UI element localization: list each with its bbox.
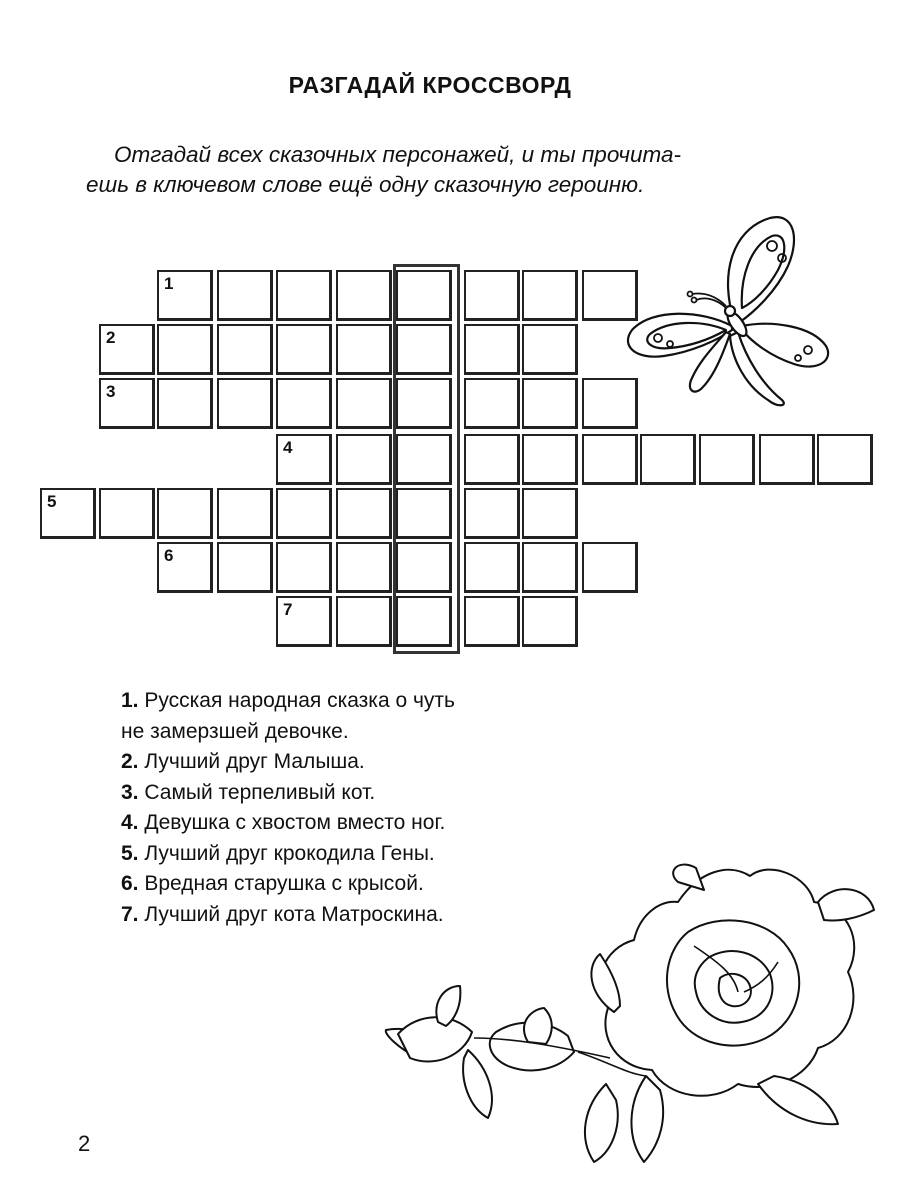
page-number: 2: [78, 1131, 91, 1156]
crossword-cell[interactable]: [276, 324, 332, 375]
intro-line-2: ешь в ключевом слове ещё одну сказочную героиню.: [86, 172, 645, 197]
crossword-cell[interactable]: [157, 324, 213, 375]
clue-number: 1: [164, 274, 174, 293]
crossword-cell[interactable]: [336, 378, 392, 429]
crossword-cell[interactable]: [336, 270, 392, 321]
crossword-cell[interactable]: [464, 434, 520, 485]
crossword-cell[interactable]: [336, 434, 392, 485]
crossword-cell[interactable]: [396, 270, 452, 321]
crossword-cell[interactable]: [464, 378, 520, 429]
crossword-cell[interactable]: [157, 270, 213, 321]
crossword-cell[interactable]: [336, 488, 392, 539]
crossword-cell[interactable]: [157, 378, 213, 429]
crossword-cell[interactable]: [276, 596, 332, 647]
crossword-cell[interactable]: [276, 434, 332, 485]
crossword-cell[interactable]: [336, 542, 392, 593]
clue-4: 4. Девушка с хвостом вместо ног.: [121, 811, 446, 834]
clue-6: 6. Вредная старушка с крысой.: [121, 872, 424, 895]
crossword-cell[interactable]: [522, 324, 578, 375]
crossword-cell[interactable]: [522, 596, 578, 647]
crossword-cell[interactable]: [817, 434, 873, 485]
clue-1-continuation: не замерзшей девочке.: [121, 719, 349, 743]
crossword-cell[interactable]: [582, 434, 638, 485]
clue-7: 7. Лучший друг кота Матроскина.: [121, 902, 444, 926]
crossword-cell[interactable]: [522, 542, 578, 593]
crossword-cell[interactable]: [582, 542, 638, 593]
clue-2: 2. Лучший друг Малыша.: [121, 750, 365, 773]
crossword-cell[interactable]: [276, 378, 332, 429]
crossword-cell[interactable]: [157, 488, 213, 539]
crossword-cell[interactable]: [464, 542, 520, 593]
crossword-cell[interactable]: [40, 488, 96, 539]
crossword-cell[interactable]: [522, 434, 578, 485]
clue-number: 3: [106, 382, 116, 401]
crossword-cell[interactable]: [217, 378, 273, 429]
crossword-cell[interactable]: [396, 324, 452, 375]
crossword-cell[interactable]: [336, 596, 392, 647]
crossword-cell[interactable]: [522, 270, 578, 321]
crossword-cell[interactable]: [99, 324, 155, 375]
crossword-cell[interactable]: [396, 434, 452, 485]
clue-3: 3. Самый терпеливый кот.: [121, 780, 376, 804]
clue-number: 7: [283, 600, 293, 619]
crossword-cell[interactable]: [157, 542, 213, 593]
crossword-cell[interactable]: [396, 542, 452, 593]
intro-line-1: Отгадай всех сказочных персонажей, и ты прочита-: [114, 142, 681, 167]
clue-number: 2: [106, 328, 116, 347]
crossword-cell[interactable]: [640, 434, 696, 485]
page-title: РАЗГАДАЙ КРОССВОРД: [288, 72, 572, 98]
crossword-cell[interactable]: [522, 378, 578, 429]
rose-icon: [378, 862, 878, 1180]
crossword-cell[interactable]: [464, 596, 520, 647]
crossword-cell[interactable]: [464, 324, 520, 375]
intro-text: [86, 140, 846, 200]
crossword-cell[interactable]: [759, 434, 815, 485]
crossword-cell[interactable]: [217, 270, 273, 321]
crossword-cell[interactable]: [699, 434, 755, 485]
crossword-cell[interactable]: [99, 378, 155, 429]
crossword-cell[interactable]: [217, 542, 273, 593]
crossword-cell[interactable]: [217, 488, 273, 539]
crossword-cell[interactable]: [99, 488, 155, 539]
crossword-cell[interactable]: [396, 596, 452, 647]
clue-5: 5. Лучший друг крокодила Гены.: [121, 841, 435, 865]
crossword-cell[interactable]: [276, 542, 332, 593]
crossword-cell[interactable]: [217, 324, 273, 375]
crossword-cell[interactable]: [276, 270, 332, 321]
clue-1: 1. Русская народная сказка о чуть: [121, 689, 455, 712]
clue-number: 6: [164, 546, 174, 565]
crossword-cell[interactable]: [276, 488, 332, 539]
crossword-cell[interactable]: [464, 270, 520, 321]
crossword-cell[interactable]: [336, 324, 392, 375]
crossword-cell[interactable]: [522, 488, 578, 539]
crossword-cell[interactable]: [464, 488, 520, 539]
clue-number: 4: [283, 438, 293, 457]
clue-number: 5: [47, 492, 57, 511]
crossword-cell[interactable]: [396, 488, 452, 539]
butterfly-icon: [622, 208, 834, 408]
crossword-cell[interactable]: [396, 378, 452, 429]
